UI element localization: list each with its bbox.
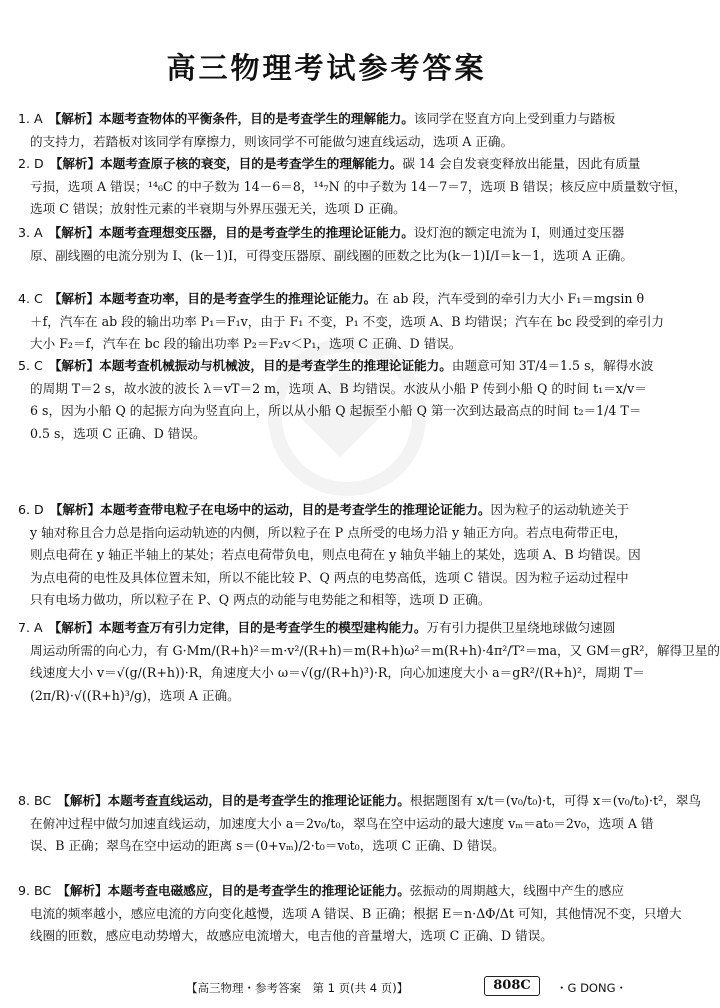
- answer-text: (2π/R)·√((R+h)³/g)，选项 A 正确。: [30, 687, 240, 703]
- answer-line: [18, 880, 638, 903]
- answer-line: [18, 355, 654, 378]
- analysis-tag: 【解析】: [48, 291, 100, 306]
- footer-page-info: 【高三物理・参考答案 第 1 页(共 4 页)】: [186, 981, 409, 995]
- analysis-tag: 【解析】: [48, 225, 100, 240]
- answer-line: [18, 522, 638, 545]
- answer-line: [18, 903, 682, 926]
- answer-line: [18, 790, 701, 813]
- answer-line: [18, 378, 647, 401]
- answer-text: 周运动所需的向心力，有 G·Mm/(R+h)²＝m·v²/(R+h)＝m(R+h)ω²＝m(R+h)·4π²/T²＝ma，又 GM＝gR²，解得卫星的: [30, 642, 720, 658]
- analysis-lead: 本题考查原子核的衰变，目的是考查学生的理解能力。: [100, 156, 403, 171]
- answer-text: 选项 C 错误；放射性元素的半衰期与外界压强无关，选项 D 正确。: [30, 201, 406, 216]
- answer-text: 6 s，因为小船 Q 的起振方向为竖直向上，所以从小船 Q 起振至小船 Q 第一次到达最高点的时间 t₂＝1/4 T＝: [30, 403, 642, 418]
- answer-text: 万有引力提供卫星绕地球做匀速圆: [426, 620, 616, 635]
- answer-line: [18, 108, 638, 131]
- analysis-tag: 【解析】: [57, 793, 108, 808]
- analysis-tag: 【解析】: [57, 883, 108, 898]
- answer-number: 1. A: [18, 111, 43, 126]
- answer-line: [18, 685, 638, 708]
- answer-line: [18, 499, 638, 522]
- answer-number: 2. D: [18, 156, 44, 171]
- answer-number: 8. BC: [18, 793, 52, 808]
- analysis-tag: 【解析】: [48, 111, 100, 126]
- answer-item-5: [18, 355, 654, 445]
- analysis-lead: 本题考查万有引力定律，目的是考查学生的模型建构能力。: [99, 620, 427, 635]
- answer-text: 碳 14 会自发衰变释放出能量，因此有质量: [402, 156, 641, 171]
- answer-text: 该同学在竖直方向上受到重力与踏板: [413, 111, 616, 126]
- analysis-lead: 本题考查带电粒子在电场中的运动，目的是考查学生的推理论证能力。: [100, 502, 491, 517]
- analysis-tag: 【解析】: [49, 502, 101, 517]
- answer-number: 9. BC: [18, 883, 52, 898]
- answer-item-3: [18, 222, 638, 267]
- answer-text: 弦振动的周期越大，线圈中产生的感应: [409, 883, 624, 898]
- answer-text: ＋f，汽车在 ab 段的输出功率 P₁＝F₁v，由于 F₁ 不变，P₁ 不变，选项 A、B 均错误；汽车在 bc 段受到的牵引力: [30, 313, 665, 329]
- answer-line: [18, 544, 641, 567]
- answer-line: [18, 423, 638, 446]
- answer-item-9: [18, 880, 682, 948]
- answer-line: [18, 640, 720, 663]
- answer-text: 由题意可知 3T/4＝1.5 s，解得水波: [451, 358, 654, 373]
- answer-number: 7. A: [18, 620, 43, 635]
- footer-brand: ・G DONG・: [556, 981, 627, 995]
- answer-line: [18, 589, 638, 612]
- answer-text: 亏损，选项 A 错误；¹⁴₆C 的中子数为 14－6＝8，¹⁴₇N 的中子数为 14－7＝7，选项 B 错误；核反应中质量数守恒，: [30, 178, 687, 194]
- answer-text: 误、B 正确；翠鸟在空中运动的距离 s＝(0+vₘ)/2·t₀＝v₀t₀，选项 C 正确、D 错误。: [30, 838, 505, 853]
- answer-line: [18, 198, 638, 221]
- analysis-lead: 本题考查功率，目的是考查学生的推理论证能力。: [99, 291, 377, 306]
- answer-line: [18, 835, 638, 858]
- answer-text: 的周期 T＝2 s，故水波的波长 λ＝vT＝2 m，选项 A、B 均错误。水波从小船 P 传到小船 Q 的时间 t₁＝x/v＝: [30, 380, 647, 396]
- answer-item-2: [18, 153, 687, 221]
- analysis-tag: 【解析】: [48, 620, 100, 635]
- answer-text: 设灯泡的额定电流为 I，则通过变压器: [413, 225, 625, 240]
- answer-line: [18, 925, 638, 948]
- answer-text: y 轴对称且合力总是指向运动轨迹的内侧，所以粒子在 P 点所受的电场力沿 y 轴正方向。若点电荷带正电，: [30, 524, 627, 540]
- answer-text: 原、副线圈的电流分别为 I、(k－1)I，可得变压器原、副线圈的匝数之比为(k－1)I/I＝k－1，选项 A 正确。: [30, 247, 633, 263]
- analysis-lead: 本题考查理想变压器，目的是考查学生的推理论证能力。: [99, 225, 414, 240]
- answer-line: [18, 222, 638, 245]
- answer-item-7: [18, 617, 720, 707]
- answer-line: [18, 245, 638, 268]
- answer-text: 的支持力，若踏板对该同学有摩擦力，则该同学不可能做匀速直线运动，选项 A 正确。: [30, 133, 514, 149]
- answer-line: [18, 176, 687, 199]
- answer-item-6: [18, 499, 641, 612]
- answer-line: [18, 311, 665, 334]
- page-footer: [0, 974, 653, 1000]
- analysis-lead: 本题考查直线运动，目的是考查学生的推理论证能力。: [107, 793, 410, 808]
- page-title: 高三物理考试参考答案: [166, 51, 487, 85]
- answer-number: 3. A: [18, 225, 43, 240]
- answer-text: 为点电荷的电性及具体位置未知，所以不能比较 P、Q 两点的电势高低，选项 C 错误。因为粒子运动过程中: [30, 569, 629, 585]
- answer-line: [18, 131, 638, 154]
- answer-line: [18, 617, 638, 640]
- footer-code-box: 808C: [484, 976, 540, 996]
- analysis-tag: 【解析】: [49, 156, 101, 171]
- answer-item-4: [18, 288, 665, 356]
- answer-text: 在俯冲过程中做匀加速直线运动，加速度大小 a＝2v₀/t₀，翠鸟在空中运动的最大速度 vₘ＝at₀＝2v₀，选项 A 错: [30, 815, 654, 831]
- answer-text: 电流的频率越小，感应电流的方向变化越慢，选项 A 错误、B 正确；根据 E＝n·ΔΦ/Δt 可知，其他情况不变，只增大: [30, 905, 682, 921]
- answer-text: 只有电场力做功，所以粒子在 P、Q 两点的动能与电势能之和相等，选项 D 正确。: [30, 592, 491, 607]
- answer-text: 线速度大小 v＝√(g/(R+h))·R，角速度大小 ω＝√(g/(R+h)³)·R，向心加速度大小 a＝gR²/(R+h)²，周期 T＝: [30, 665, 645, 680]
- answer-line: [18, 662, 645, 685]
- answer-number: 4. C: [18, 291, 43, 306]
- analysis-tag: 【解析】: [48, 358, 100, 373]
- answer-text: 根据题图有 x/t＝(v₀/t₀)·t，可得 x＝(v₀/t₀)·t²，翠鸟: [409, 793, 701, 808]
- analysis-lead: 本题考查物体的平衡条件，目的是考查学生的理解能力。: [99, 111, 414, 126]
- answer-text: 则点电荷在 y 轴正半轴上的某处；若点电荷带负电，则点电荷在 y 轴负半轴上的某处，选项 A、B 均错误。因: [30, 547, 641, 562]
- answer-item-1: [18, 108, 638, 153]
- answer-text: 因为粒子的运动轨迹关于: [490, 502, 630, 517]
- answer-item-8: [18, 790, 701, 858]
- analysis-lead: 本题考查电磁感应，目的是考查学生的推理论证能力。: [107, 883, 410, 898]
- answer-number: 6. D: [18, 502, 44, 517]
- answer-line: [18, 813, 654, 836]
- answer-line: [18, 288, 645, 311]
- answer-line: [18, 333, 638, 356]
- answer-number: 5. C: [18, 358, 43, 373]
- answer-text: 线圈的匝数，感应电动势增大，故感应电流增大，电吉他的音量增大，选项 C 正确、D 错误。: [30, 928, 553, 943]
- answer-line: [18, 400, 642, 423]
- answer-text: 在 ab 段，汽车受到的牵引力大小 F₁＝mgsin θ: [376, 291, 645, 306]
- answer-line: [18, 567, 638, 590]
- analysis-lead: 本题考查机械振动与机械波，目的是考查学生的推理论证能力。: [99, 358, 452, 373]
- answer-text: 大小 F₂＝f，汽车在 bc 段的输出功率 P₂＝F₂v＜P₁，选项 C 正确、D 错误。: [30, 336, 462, 351]
- answer-text: 0.5 s，选项 C 正确、D 错误。: [30, 425, 206, 441]
- answer-line: [18, 153, 641, 176]
